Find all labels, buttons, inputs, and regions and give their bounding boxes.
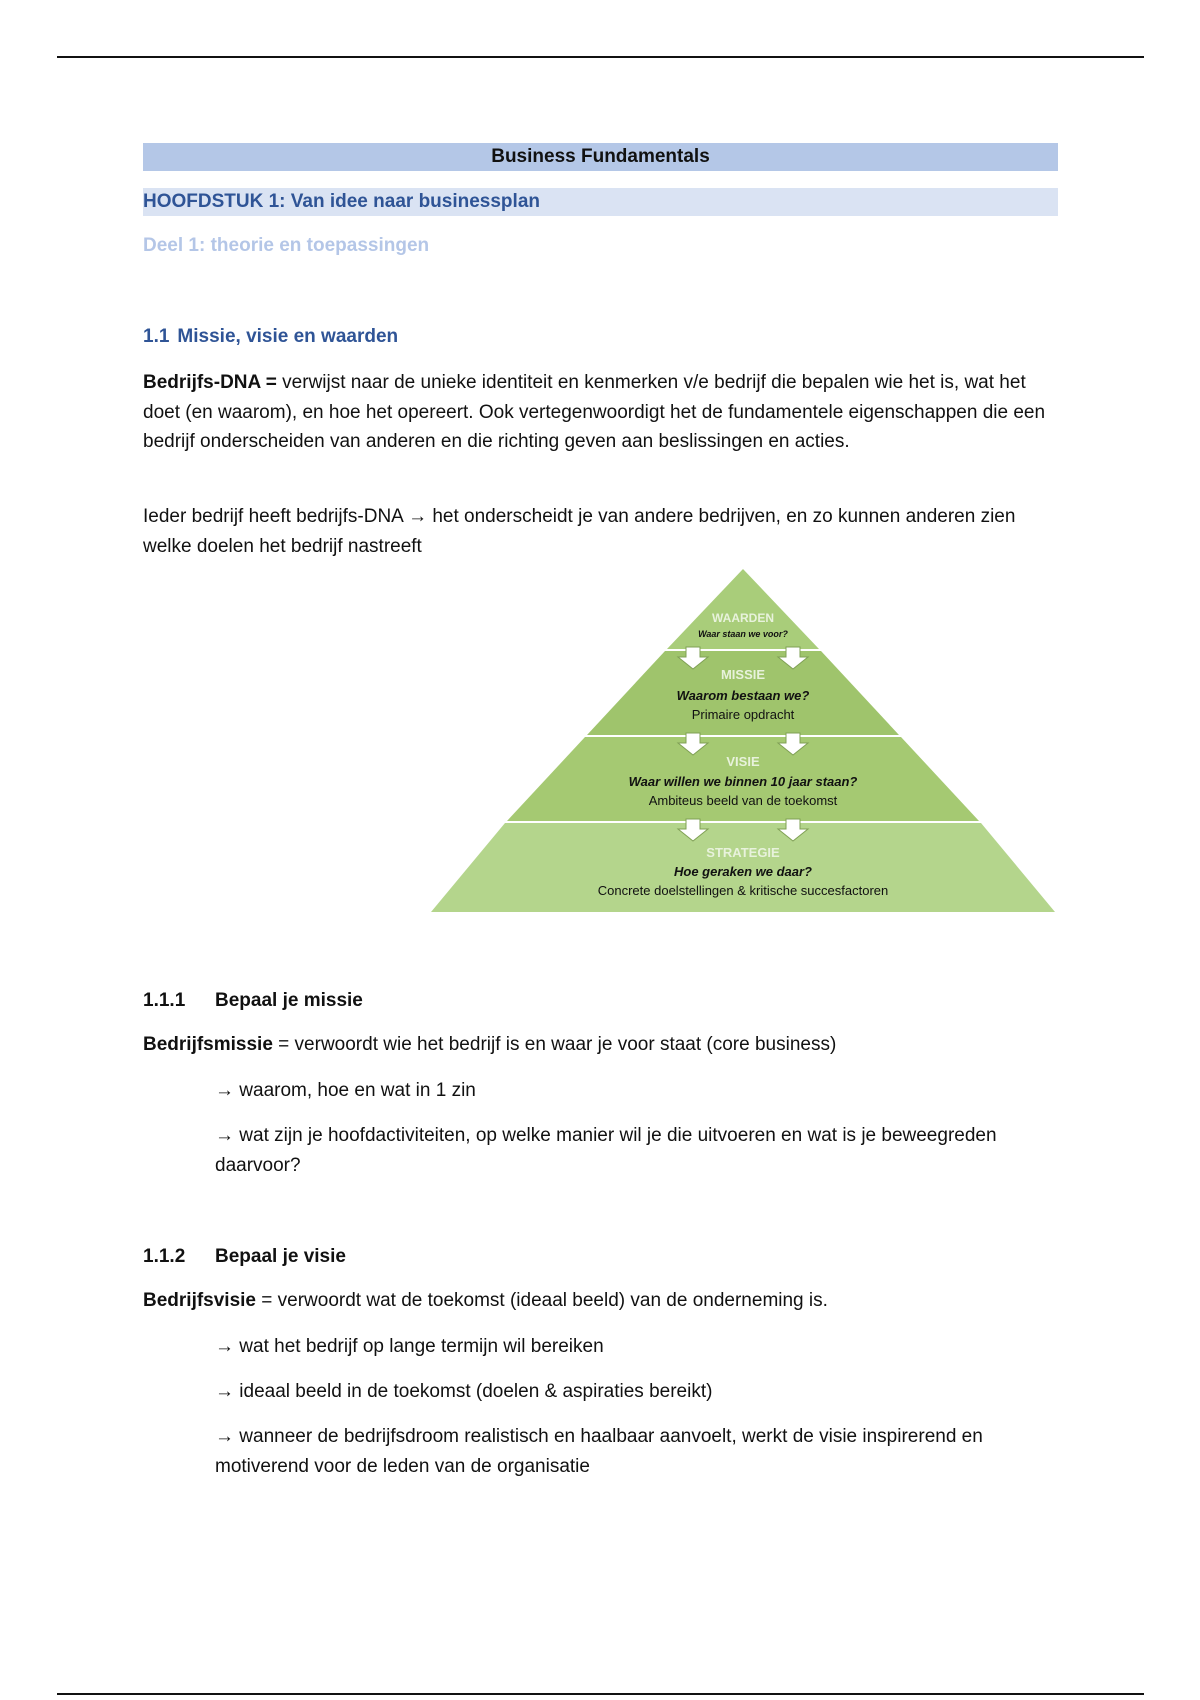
- intro-term: Bedrijfs-DNA =: [143, 372, 277, 393]
- vision-term: Bedrijfsvisie: [143, 1290, 256, 1311]
- pyramid-question-strategy: Hoe geraken we daar?: [674, 864, 812, 879]
- subsection-title: Bepaal je visie: [215, 1246, 346, 1267]
- pyramid-description-mission: Primaire opdracht: [691, 707, 795, 722]
- footer-rule: [57, 1693, 1144, 1695]
- vision-definition-text: = verwoordt wat de toekomst (ideaal beeld) van de onderneming is.: [256, 1290, 828, 1311]
- intro-paragraph: [143, 368, 1058, 457]
- intro-definition: verwijst naar de unieke identiteit en kenmerken v/e bedrijf die bepalen wie het is, wat het doet (en waarom), en hoe het opereert. Ook vertegenwoordigt het de fundamentele eigenschappen die een bedrijf onderscheiden van anderen en die richting geven aan beslissingen en acties.: [143, 372, 1046, 452]
- pyramid-question-mission: Waarom bestaan we?: [676, 688, 810, 703]
- mission-term: Bedrijfsmissie: [143, 1034, 273, 1055]
- pyramid-description-vision: Ambiteus beeld van de toekomst: [648, 793, 838, 808]
- pyramid-label-vision: VISIE: [726, 754, 760, 769]
- company-dna-pyramid: [431, 565, 1055, 915]
- list-item: → waarom, hoe en wat in 1 zin: [215, 1080, 476, 1101]
- intro-paragraph-2: Ieder bedrijf heeft bedrijfs-DNA → het onderscheidt je van andere bedrijven, en zo kunnen anderen zien welke doelen het bedrijf nastreeft: [143, 506, 1016, 557]
- vision-definition: [143, 1286, 1058, 1316]
- list-item: → ideaal beeld in de toekomst (doelen & aspiraties bereikt): [215, 1381, 713, 1402]
- pyramid-question-vision: Waar willen we binnen 10 jaar staan?: [628, 774, 858, 789]
- list-item: → wat het bedrijf op lange termijn wil bereiken: [215, 1336, 604, 1357]
- pyramid-label-strategy: STRATEGIE: [706, 845, 780, 860]
- pyramid-question-values: Waar staan we voor?: [698, 629, 788, 639]
- pyramid-label-mission: MISSIE: [720, 667, 766, 682]
- list-item: → wanneer de bedrijfsdroom realistisch en haalbaar aanvoelt, werkt de visie inspirerend en motiverend voor de leden van de organisatie: [215, 1426, 983, 1477]
- pyramid-label-values: WAARDEN: [712, 611, 774, 625]
- section-number: 1.1: [143, 326, 170, 347]
- mission-definition-text: = verwoordt wie het bedrijf is en waar je voor staat (core business): [272, 1034, 837, 1055]
- subsection-title: Bepaal je missie: [215, 990, 363, 1011]
- pyramid-description-strategy: Concrete doelstellingen & kritische succesfactoren: [597, 883, 889, 898]
- section-title: Missie, visie en waarden: [177, 326, 399, 347]
- chapter-heading: HOOFDSTUK 1: Van idee naar businessplan: [143, 188, 1058, 216]
- subsection-number: 1.1.1: [143, 990, 186, 1011]
- subsection-heading-vision: [143, 1246, 1058, 1268]
- list-item: → wat zijn je hoofdactiviteiten, op welke manier wil je die uitvoeren en wat is je beweegreden daarvoor?: [215, 1125, 997, 1176]
- header-rule: [57, 56, 1144, 58]
- subsection-number: 1.1.2: [143, 1246, 186, 1267]
- subsection-heading-mission: [143, 990, 1058, 1012]
- part-heading: Deel 1: theorie en toepassingen: [143, 235, 430, 256]
- section-heading: [143, 326, 1058, 348]
- mission-definition: [143, 1030, 1058, 1060]
- document-title: Business Fundamentals: [143, 143, 1058, 171]
